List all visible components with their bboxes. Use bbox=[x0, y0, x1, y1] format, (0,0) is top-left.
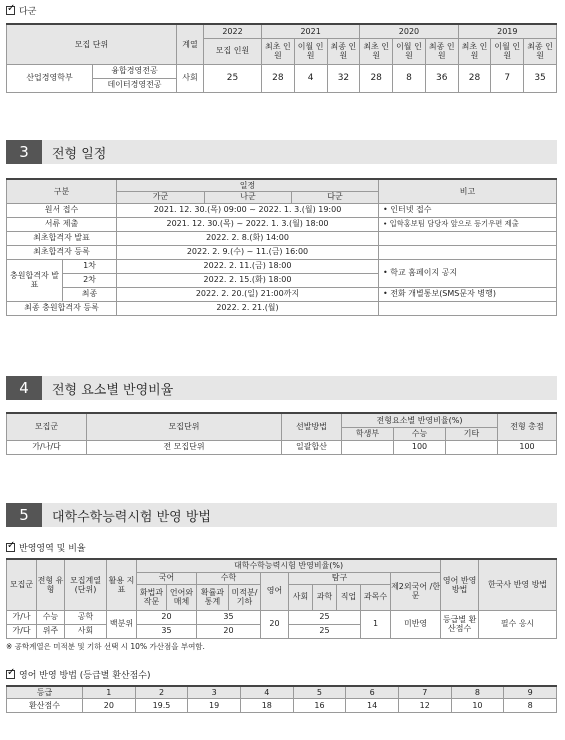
grade-cell: 8 bbox=[451, 686, 504, 699]
kor-cell: 20 bbox=[137, 610, 197, 624]
index-cell: 백분위 bbox=[107, 610, 137, 638]
row-note: • 인터넷 접수 bbox=[379, 203, 557, 217]
score-cell: 19.5 bbox=[135, 699, 188, 713]
score-label: 환산점수 bbox=[7, 699, 83, 713]
header-year-2020: 2020 bbox=[360, 24, 458, 38]
extra-note: • 학교 홈페이지 공지 bbox=[379, 259, 557, 287]
value-cell: 28 bbox=[262, 64, 295, 92]
header-method: 선발방법 bbox=[282, 413, 342, 440]
header-history: 한국사 반영 방법 bbox=[479, 559, 557, 610]
header-initial: 최초 인원 bbox=[458, 38, 491, 64]
header-math-a: 확률과 통계 bbox=[197, 584, 229, 610]
header-school: 학생부 bbox=[342, 427, 394, 440]
kor-cell: 35 bbox=[137, 624, 197, 638]
header-cnt: 과목수 bbox=[361, 584, 391, 610]
header-explore: 탐구 bbox=[289, 572, 391, 584]
score-cell: 19 bbox=[188, 699, 241, 713]
section-number: 4 bbox=[6, 376, 42, 400]
header-final: 최종 인원 bbox=[327, 38, 360, 64]
section-da-group bbox=[0, 4, 565, 93]
value-cell: 36 bbox=[425, 64, 458, 92]
value-cell: 7 bbox=[491, 64, 524, 92]
da-group-check bbox=[6, 4, 565, 17]
header-na: 나군 bbox=[205, 191, 292, 203]
header-category: 구분 bbox=[7, 179, 117, 203]
header-kor-a: 화법과 작문 bbox=[137, 584, 167, 610]
header-type: 전형 유형 bbox=[37, 559, 65, 610]
checkbox-icon bbox=[6, 670, 15, 679]
extra-date: 2022. 2. 15.(화) 18:00 bbox=[117, 273, 379, 287]
row-date: 2021. 12. 30.(목) 09:00 ~ 2022. 1. 3.(월) 19:00 bbox=[117, 203, 379, 217]
explore-cell: 25 bbox=[289, 624, 361, 638]
schedule-table bbox=[6, 178, 557, 316]
value-cell: 28 bbox=[360, 64, 393, 92]
header-carryover: 이월 인원 bbox=[393, 38, 426, 64]
header-foreign: 제2외국어 /한문 bbox=[391, 572, 441, 610]
header-etc: 기타 bbox=[446, 427, 498, 440]
header-group: 모집군 bbox=[7, 413, 87, 440]
row-label: 최종 충원합격자 등록 bbox=[7, 301, 117, 315]
score-cell: 10 bbox=[451, 699, 504, 713]
row-note bbox=[379, 245, 557, 259]
header-unit: 모집 단위 bbox=[7, 24, 177, 64]
value-cell: 35 bbox=[524, 64, 557, 92]
english-grade-table bbox=[6, 685, 557, 714]
major-cell: 융합경영전공 bbox=[93, 64, 177, 78]
footnote: ※ 공학계열은 미적분 및 기하 선택 시 10% 가산점을 부여함. bbox=[6, 641, 205, 651]
section-title: 전형 일정 bbox=[42, 140, 557, 164]
section-header bbox=[0, 376, 565, 400]
row-note: • 입학홍보팀 담당자 앞으로 등기우편 제출 bbox=[379, 217, 557, 231]
header-eng: 영어 bbox=[261, 572, 289, 610]
total-cell: 100 bbox=[498, 440, 557, 454]
row-label: 최초합격자 등록 bbox=[7, 245, 117, 259]
extra-sub: 1차 bbox=[63, 259, 117, 273]
major-cell: 데이터경영전공 bbox=[93, 78, 177, 92]
group-cell: 가/다 bbox=[7, 624, 37, 638]
explore-cell: 25 bbox=[289, 610, 361, 624]
grade-cell: 4 bbox=[240, 686, 293, 699]
extra-date: 2022. 2. 11.(금) 18:00 bbox=[117, 259, 379, 273]
section-number: 5 bbox=[6, 503, 42, 527]
row-label: 원서 접수 bbox=[7, 203, 117, 217]
header-final: 최종 인원 bbox=[524, 38, 557, 64]
field-cell: 사회 bbox=[177, 64, 204, 92]
group-cell: 가/나/다 bbox=[7, 440, 87, 454]
row-label: 서류 제출 bbox=[7, 217, 117, 231]
section-header bbox=[0, 140, 565, 164]
foreign-cell: 미반영 bbox=[391, 610, 441, 638]
value-cell: 28 bbox=[458, 64, 491, 92]
extra-sub: 최종 bbox=[63, 287, 117, 301]
method-cell: 일괄합산 bbox=[282, 440, 342, 454]
header-eng-method: 영어 반영 방법 bbox=[441, 559, 479, 610]
row-date: 2022. 2. 21.(월) bbox=[117, 301, 379, 315]
header-kor-b: 언어와 매체 bbox=[167, 584, 197, 610]
extra-note: • 전화 개별통보(SMS문자 병행) bbox=[379, 287, 557, 301]
grade-cell: 1 bbox=[83, 686, 136, 699]
english-method-check bbox=[6, 668, 565, 681]
suneung-cell: 100 bbox=[394, 440, 446, 454]
english-method-label: 영어 반영 방법 (등급별 환산점수) bbox=[19, 670, 151, 681]
header-note: 비고 bbox=[379, 179, 557, 203]
header-year-2021: 2021 bbox=[262, 24, 360, 38]
value-cell: 8 bbox=[393, 64, 426, 92]
value-cell: 32 bbox=[327, 64, 360, 92]
cnt-cell: 1 bbox=[361, 610, 391, 638]
header-carryover: 이월 인원 bbox=[491, 38, 524, 64]
checkbox-icon bbox=[6, 543, 15, 552]
row-label: 최초합격자 발표 bbox=[7, 231, 117, 245]
section-number: 3 bbox=[6, 140, 42, 164]
suneung-table bbox=[6, 558, 557, 639]
row-note bbox=[379, 301, 557, 315]
header-ratio: 전형요소별 반영비율(%) bbox=[342, 413, 498, 427]
math-cell: 35 bbox=[197, 610, 261, 624]
header-field: 계열 bbox=[177, 24, 204, 64]
grade-cell: 6 bbox=[346, 686, 399, 699]
header-ratio: 대학수학능력시험 반영비율(%) bbox=[137, 559, 441, 572]
header-year-2019: 2019 bbox=[458, 24, 556, 38]
ratio-table bbox=[6, 412, 557, 455]
row-date: 2022. 2. 9.(수) ~ 11.(금) 16:00 bbox=[117, 245, 379, 259]
row-note bbox=[379, 231, 557, 245]
row-date: 2022. 2. 8.(화) 14:00 bbox=[117, 231, 379, 245]
extra-label: 충원합격자 발표 bbox=[7, 259, 63, 301]
header-final: 최종 인원 bbox=[425, 38, 458, 64]
da-group-label: 다군 bbox=[19, 7, 37, 17]
field-cell: 공학 bbox=[65, 610, 107, 624]
grade-cell: 2 bbox=[135, 686, 188, 699]
area-ratio-check bbox=[6, 541, 565, 554]
header-math-b: 미적분/ 기하 bbox=[229, 584, 261, 610]
row-date: 2021. 12. 30.(목) ~ 2022. 1. 3.(월) 18:00 bbox=[117, 217, 379, 231]
header-group: 모집군 bbox=[7, 559, 37, 610]
college-cell: 산업경영학부 bbox=[7, 64, 93, 92]
field-cell: 사회 bbox=[65, 624, 107, 638]
section-title: 대학수학능력시험 반영 방법 bbox=[42, 503, 557, 527]
header-ga: 가군 bbox=[117, 191, 205, 203]
extra-date: 2022. 2. 20.(일) 21:00까지 bbox=[117, 287, 379, 301]
header-schedule: 일정 bbox=[117, 179, 379, 191]
header-index: 활용 지표 bbox=[107, 559, 137, 610]
value-cell: 4 bbox=[294, 64, 327, 92]
score-cell: 14 bbox=[346, 699, 399, 713]
header-soc: 사회 bbox=[289, 584, 313, 610]
header-unit: 모집단위 bbox=[87, 413, 282, 440]
area-ratio-label: 반영영역 및 비율 bbox=[19, 544, 86, 554]
header-job: 직업 bbox=[337, 584, 361, 610]
grade-label: 등급 bbox=[7, 686, 83, 699]
header-suneung: 수능 bbox=[394, 427, 446, 440]
eng-method-cell: 등급별 환산점수 bbox=[441, 610, 479, 638]
score-cell: 18 bbox=[240, 699, 293, 713]
header-kor: 국어 bbox=[137, 572, 197, 584]
grade-cell: 5 bbox=[293, 686, 346, 699]
score-cell: 12 bbox=[398, 699, 451, 713]
grade-cell: 3 bbox=[188, 686, 241, 699]
group-cell: 가/나 bbox=[7, 610, 37, 624]
section-schedule bbox=[0, 140, 565, 316]
grade-cell: 7 bbox=[398, 686, 451, 699]
section-ratio bbox=[0, 376, 565, 455]
header-field: 모집계열 (단위) bbox=[65, 559, 107, 610]
header-da: 다군 bbox=[292, 191, 379, 203]
math-cell: 20 bbox=[197, 624, 261, 638]
value-cell: 25 bbox=[204, 64, 262, 92]
type-cell: 수능 bbox=[37, 610, 65, 624]
section-header bbox=[0, 503, 565, 527]
history-cell: 필수 응시 bbox=[479, 610, 557, 638]
header-carryover: 이월 인원 bbox=[294, 38, 327, 64]
score-cell: 20 bbox=[83, 699, 136, 713]
type-cell: 위주 bbox=[37, 624, 65, 638]
section-title: 전형 요소별 반영비율 bbox=[42, 376, 557, 400]
score-cell: 16 bbox=[293, 699, 346, 713]
score-cell: 8 bbox=[504, 699, 557, 713]
header-year-2022: 2022 bbox=[204, 24, 262, 38]
header-sci: 과학 bbox=[313, 584, 337, 610]
eng-cell: 20 bbox=[261, 610, 289, 638]
etc-cell bbox=[446, 440, 498, 454]
recruitment-history-table bbox=[6, 23, 557, 93]
section-suneung bbox=[0, 503, 565, 713]
header-initial: 최초 인원 bbox=[360, 38, 393, 64]
header-2022-quota: 모집 인원 bbox=[204, 38, 262, 64]
school-cell bbox=[342, 440, 394, 454]
header-total: 전형 총점 bbox=[498, 413, 557, 440]
unit-cell: 전 모집단위 bbox=[87, 440, 282, 454]
header-math: 수학 bbox=[197, 572, 261, 584]
header-initial: 최초 인원 bbox=[262, 38, 295, 64]
checkbox-icon bbox=[6, 6, 15, 15]
extra-sub: 2차 bbox=[63, 273, 117, 287]
grade-cell: 9 bbox=[504, 686, 557, 699]
